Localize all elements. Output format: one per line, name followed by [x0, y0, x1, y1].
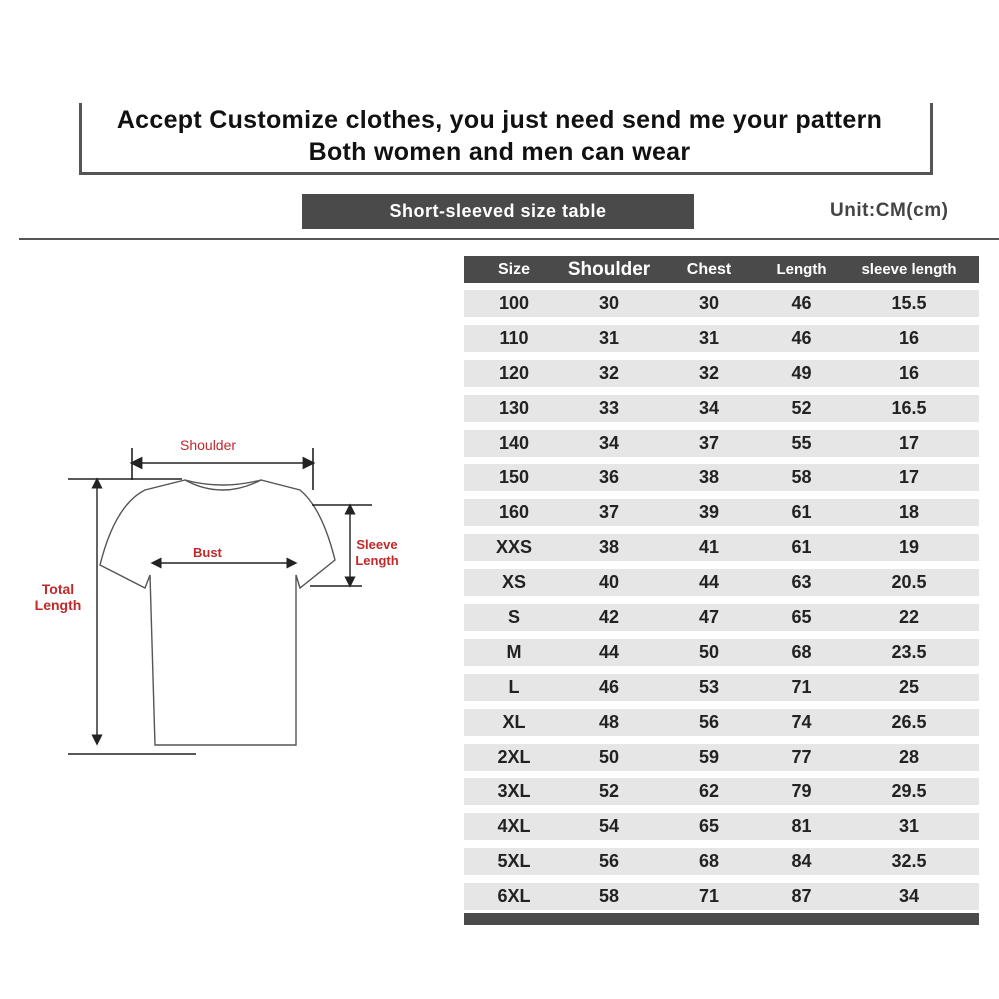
cell-size: 150 — [498, 467, 530, 488]
table-row — [464, 325, 979, 352]
cell-chest: 34 — [698, 397, 720, 418]
table-row — [464, 290, 979, 317]
cell-chest: 31 — [698, 327, 720, 348]
cell-size: 100 — [498, 293, 530, 313]
cell-length: 81 — [791, 816, 812, 837]
cell-chest: 37 — [698, 432, 720, 453]
cell-size: 6XL — [497, 886, 531, 907]
cell-length: 52 — [791, 397, 812, 418]
cell-sleeve-length: 16 — [898, 327, 920, 348]
header-sleeve-length: sleeve length — [861, 261, 957, 278]
cell-chest: 41 — [698, 537, 720, 558]
cell-sleeve-length: 26.5 — [891, 711, 927, 732]
cell-length: 87 — [791, 886, 812, 907]
size-table-title: Short-sleeved size table — [302, 194, 694, 229]
total-label-line2: Length — [34, 597, 82, 613]
table-row — [464, 360, 979, 387]
cell-length: 77 — [791, 746, 812, 767]
cell-sleeve-length: 15.5 — [891, 293, 927, 313]
cell-sleeve-length: 16.5 — [891, 397, 927, 418]
cell-shoulder: 40 — [598, 572, 620, 593]
cell-chest: 44 — [698, 572, 720, 593]
cell-shoulder: 36 — [598, 467, 620, 488]
cell-size: L — [508, 676, 520, 697]
bust-label: Bust — [193, 545, 222, 560]
cell-length: 46 — [791, 327, 812, 348]
total-length-measure — [68, 479, 196, 754]
cell-shoulder: 46 — [598, 676, 620, 697]
cell-sleeve-length: 17 — [898, 432, 920, 453]
cell-size: 110 — [499, 327, 529, 348]
cell-size: S — [507, 607, 520, 628]
cell-chest: 38 — [698, 467, 720, 488]
cell-chest: 32 — [698, 362, 720, 383]
cell-size: 5XL — [497, 851, 531, 872]
cell-length: 55 — [791, 432, 812, 453]
table-row — [464, 395, 979, 422]
header-length: Length — [776, 261, 827, 278]
cell-shoulder: 38 — [598, 537, 620, 558]
cell-shoulder: 34 — [598, 432, 620, 453]
table-row — [464, 883, 979, 910]
tshirt-outline-icon — [100, 480, 335, 745]
cell-sleeve-length: 20.5 — [891, 572, 927, 593]
table-row — [464, 709, 979, 736]
cell-sleeve-length: 29.5 — [891, 781, 927, 802]
table-row — [464, 430, 979, 457]
cell-shoulder: 56 — [598, 851, 620, 872]
cell-shoulder: 31 — [598, 327, 620, 348]
size-table — [464, 256, 979, 918]
section-divider — [19, 238, 999, 240]
sleeve-label-line1: Sleeve — [356, 537, 398, 552]
table-row — [464, 813, 979, 840]
unit-label: Unit:CM(cm) — [830, 200, 949, 221]
table-row — [464, 744, 979, 771]
cell-size: 140 — [498, 432, 530, 453]
header-size: Size — [497, 260, 530, 278]
cell-sleeve-length: 34 — [898, 886, 920, 907]
banner-line-2: Both women and men can wear — [308, 138, 691, 166]
table-row — [464, 569, 979, 596]
cell-sleeve-length: 28 — [898, 746, 920, 767]
table-row — [464, 778, 979, 805]
table-row — [464, 674, 979, 701]
shoulder-measure — [132, 448, 313, 490]
cell-shoulder: 48 — [598, 711, 620, 732]
cell-length: 65 — [791, 607, 812, 628]
cell-shoulder: 37 — [598, 502, 620, 523]
header-shoulder: Shoulder — [567, 258, 651, 280]
table-row — [464, 848, 979, 875]
cell-chest: 59 — [698, 746, 720, 767]
cell-shoulder: 52 — [598, 781, 620, 802]
cell-chest: 47 — [698, 607, 720, 628]
cell-sleeve-length: 19 — [898, 537, 920, 558]
cell-size: 130 — [498, 397, 530, 418]
total-length-label — [30, 581, 86, 613]
sleeve-length-label — [352, 537, 402, 569]
cell-length: 61 — [791, 537, 812, 558]
cell-sleeve-length: 16 — [898, 362, 920, 383]
table-footer-bar — [464, 913, 979, 925]
cell-chest: 39 — [698, 502, 720, 523]
cell-length: 49 — [791, 362, 812, 383]
cell-shoulder: 30 — [598, 293, 620, 313]
cell-size: 2XL — [497, 746, 531, 767]
cell-shoulder: 54 — [598, 816, 620, 837]
cell-size: 160 — [498, 502, 530, 523]
cell-chest: 62 — [698, 781, 720, 802]
shoulder-label: Shoulder — [180, 437, 237, 453]
table-row — [464, 499, 979, 526]
sleeve-label-line2: Length — [355, 553, 399, 568]
cell-length: 46 — [791, 293, 812, 313]
table-row — [464, 464, 979, 491]
cell-sleeve-length: 23.5 — [891, 641, 927, 662]
cell-size: XXS — [495, 537, 533, 558]
cell-length: 63 — [791, 572, 812, 593]
cell-length: 79 — [791, 781, 812, 802]
table-row — [464, 534, 979, 561]
cell-size: M — [506, 641, 522, 662]
cell-shoulder: 32 — [598, 362, 620, 383]
table-body — [464, 290, 979, 910]
cell-sleeve-length: 25 — [898, 676, 920, 697]
cell-sleeve-length: 17 — [898, 467, 920, 488]
cell-chest: 56 — [698, 711, 720, 732]
cell-chest: 71 — [698, 886, 720, 907]
cell-chest: 68 — [698, 851, 720, 872]
cell-sleeve-length: 32.5 — [891, 851, 927, 872]
cell-length: 71 — [791, 676, 812, 697]
cell-length: 74 — [791, 711, 812, 732]
cell-shoulder: 33 — [598, 397, 620, 418]
total-label-line1: Total — [41, 581, 75, 597]
cell-length: 61 — [791, 502, 812, 523]
cell-length: 58 — [791, 467, 812, 488]
cell-size: 3XL — [497, 781, 531, 802]
cell-sleeve-length: 22 — [898, 607, 920, 628]
banner-line-1: Accept Customize clothes, you just need send me your pattern — [116, 106, 883, 134]
cell-shoulder: 42 — [598, 607, 620, 628]
table-header-row — [464, 256, 979, 283]
cell-size: 4XL — [497, 816, 531, 837]
table-row — [464, 639, 979, 666]
cell-sleeve-length: 31 — [898, 816, 920, 837]
cell-chest: 30 — [698, 293, 720, 313]
cell-chest: 53 — [698, 676, 720, 697]
cell-size: 120 — [498, 362, 530, 383]
cell-size: XL — [502, 711, 526, 732]
cell-length: 84 — [791, 851, 812, 872]
cell-length: 68 — [791, 641, 812, 662]
cell-chest: 50 — [698, 641, 720, 662]
cell-size: XS — [501, 572, 526, 593]
table-row — [464, 604, 979, 631]
cell-shoulder: 58 — [598, 886, 620, 907]
cell-shoulder: 50 — [598, 746, 620, 767]
cell-sleeve-length: 18 — [898, 502, 920, 523]
cell-chest: 65 — [698, 816, 720, 837]
cell-shoulder: 44 — [598, 641, 620, 662]
header-chest: Chest — [686, 260, 732, 278]
